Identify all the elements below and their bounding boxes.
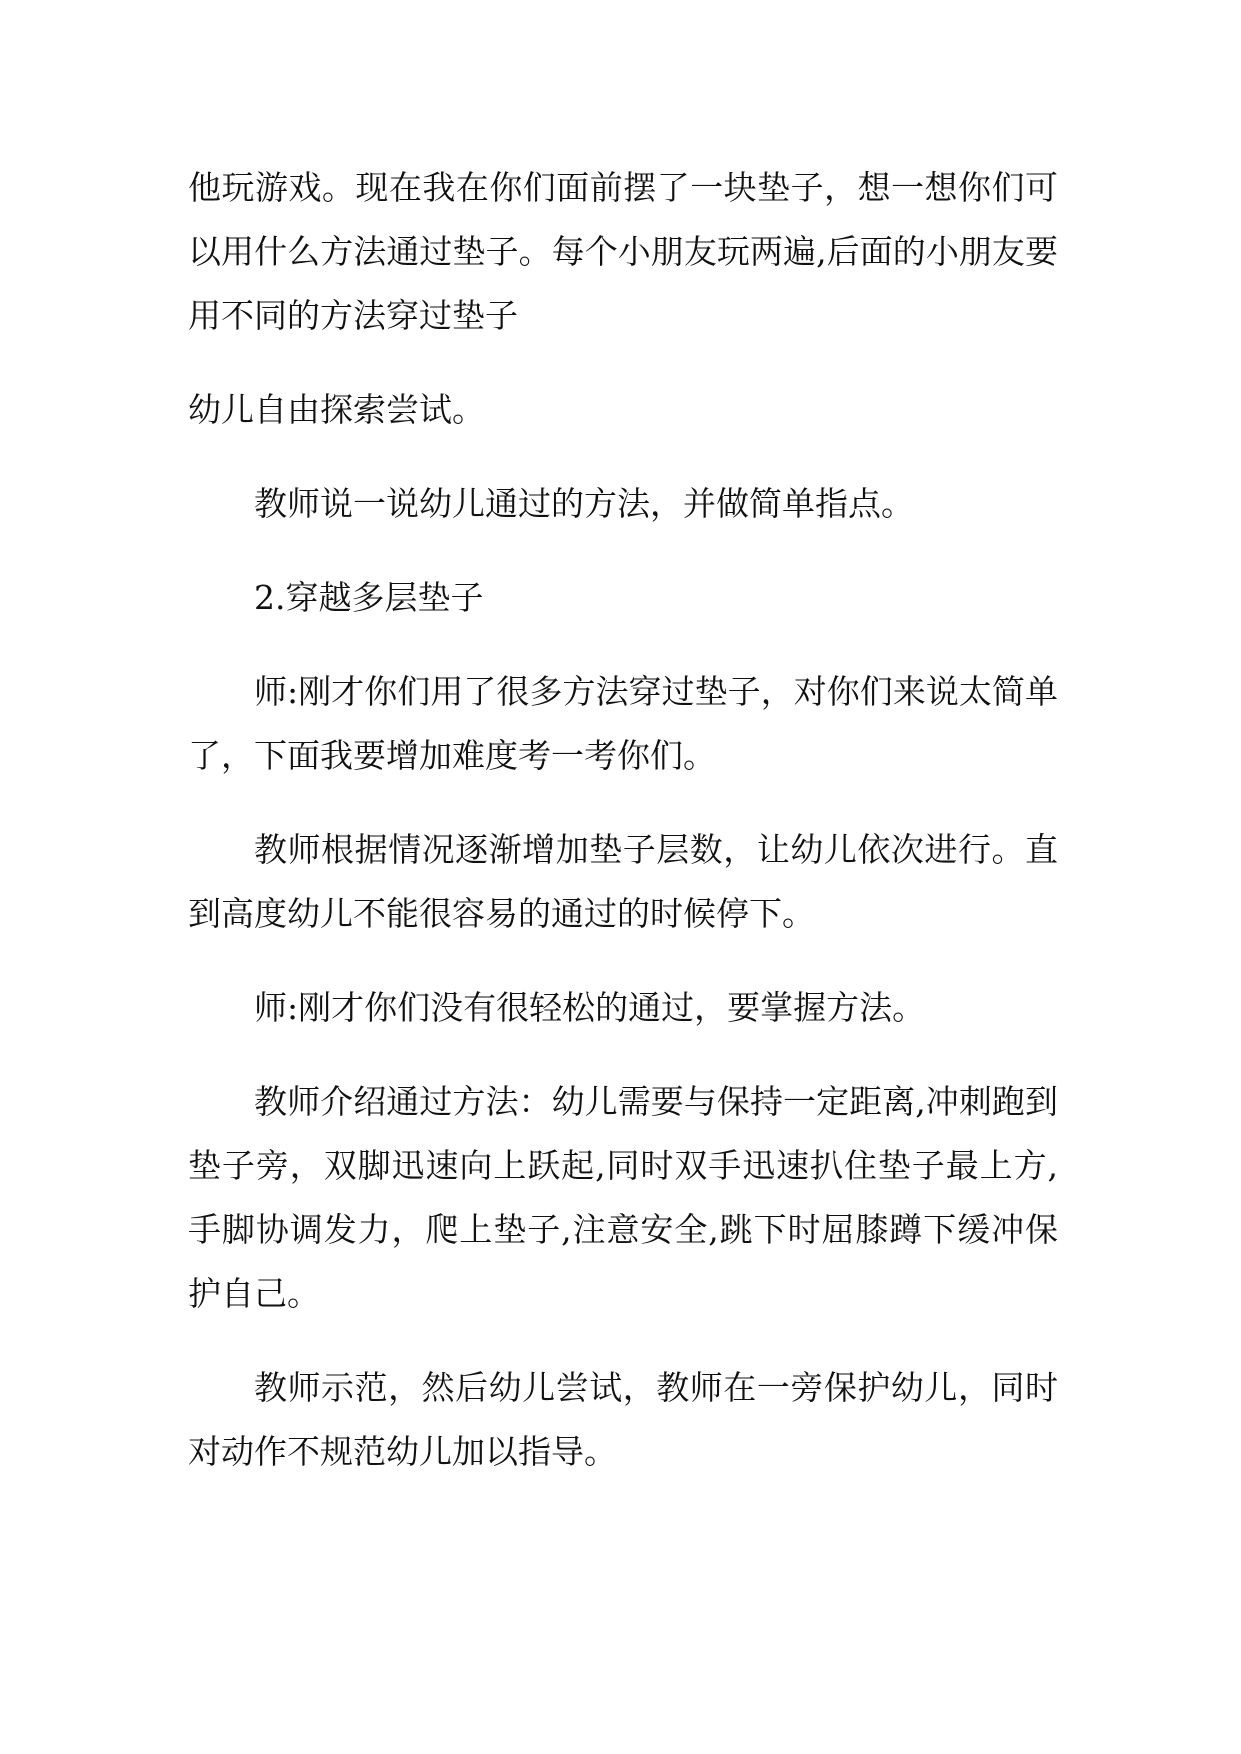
document-body: [188, 156, 1058, 1514]
paragraph-method-introduction: 教师介绍通过方法：幼儿需要与保持一定距离,冲刺跑到垫子旁，双脚迅速向上跃起,同时双手迅速扒住垫子最上方,手脚协调发力，爬上垫子,注意安全,跳下时屈膝蹲下缓冲保护自己。: [188, 1082, 1058, 1313]
section-heading-multilayer-mats: 2.穿越多层垫子: [254, 578, 484, 617]
paragraph-increase-difficulty: 师:刚才你们用了很多方法穿过垫子，对你们来说太简单了，下面我要增加难度考一考你们。: [188, 672, 1058, 775]
paragraph-add-layers: 教师根据情况逐渐增加垫子层数，让幼儿依次进行。直到高度幼儿不能很容易的通过的时候停下。: [188, 830, 1058, 933]
paragraph-demonstration: 教师示范，然后幼儿尝试，教师在一旁保护幼儿，同时对动作不规范幼儿加以指导。: [188, 1368, 1058, 1471]
paragraph-master-method: 师:刚才你们没有很轻松的通过，要掌握方法。: [254, 988, 926, 1027]
paragraph-game-intro: 他玩游戏。现在我在你们面前摆了一块垫子，想一想你们可以用什么方法通过垫子。每个小朋友玩两遍,后面的小朋友要用不同的方法穿过垫子: [188, 168, 1058, 335]
paragraph-free-exploration: 幼儿自由探索尝试。: [188, 390, 485, 429]
paragraph-teacher-summary: 教师说一说幼儿通过的方法，并做简单指点。: [254, 484, 914, 523]
